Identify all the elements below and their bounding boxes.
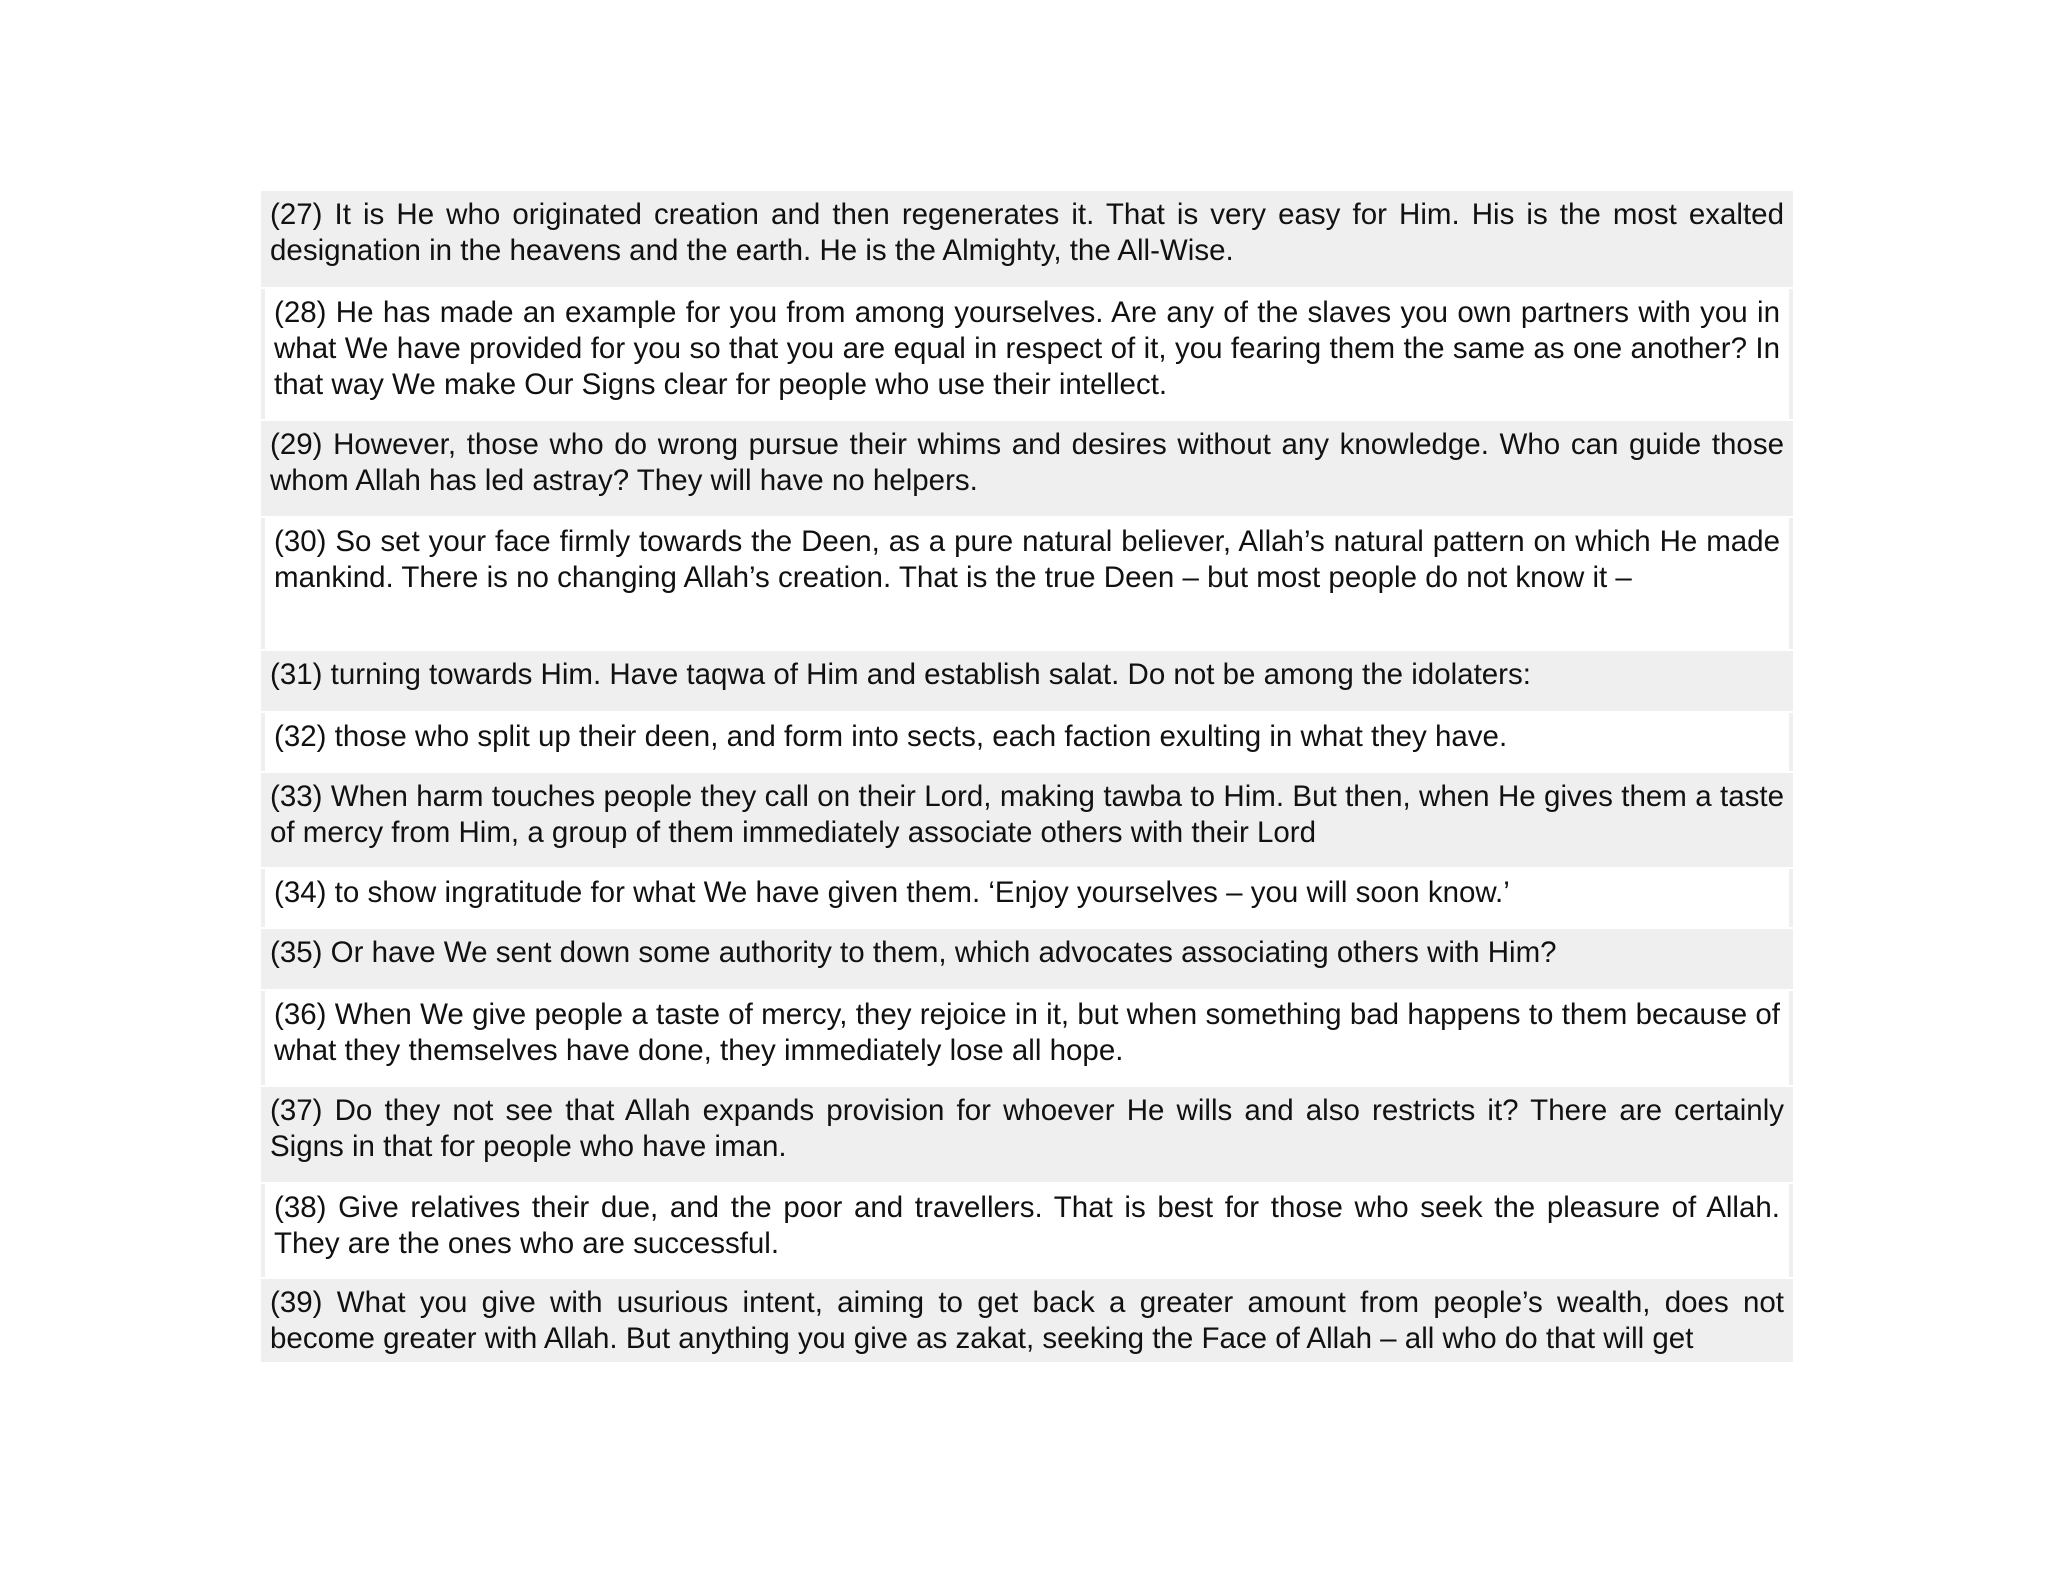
- verse-36: (36) When We give people a taste of mercy, they rejoice in it, but when something bad happens to them because of what they themselves have done, they immediately lose all hope.: [261, 991, 1793, 1085]
- verse-35: (35) Or have We sent down some authority to them, which advocates associating others with Him?: [261, 929, 1793, 989]
- verse-33: (33) When harm touches people they call on their Lord, making tawba to Him. But then, when He gives them a taste of mercy from Him, a group of them immediately associate others with their Lord: [261, 773, 1793, 867]
- verse-27: (27) It is He who originated creation and then regenerates it. That is very easy for Him. His is the most exalted designation in the heavens and the earth. He is the Almighty, the All-Wise.: [261, 191, 1793, 287]
- verse-29: (29) However, those who do wrong pursue their whims and desires without any knowledge. Who can guide those whom Allah has led astray? They will have no helpers.: [261, 421, 1793, 516]
- verse-31: (31) turning towards Him. Have taqwa of Him and establish salat. Do not be among the idolaters:: [261, 651, 1793, 711]
- verse-37: (37) Do they not see that Allah expands provision for whoever He wills and also restricts it? There are certainly Signs in that for people who have iman.: [261, 1087, 1793, 1182]
- verse-38: (38) Give relatives their due, and the poor and travellers. That is best for those who seek the pleasure of Allah. They are the ones who are successful.: [261, 1184, 1793, 1277]
- verse-32: (32) those who split up their deen, and form into sects, each faction exulting in what they have.: [261, 713, 1793, 771]
- verse-39: (39) What you give with usurious intent, aiming to get back a greater amount from people’s wealth, does not become greater with Allah. But anything you give as zakat, seeking the Face of Allah – all who do that will get: [261, 1279, 1793, 1362]
- verse-30: (30) So set your face firmly towards the Deen, as a pure natural believer, Allah’s natural pattern on which He made mankind. There is no changing Allah’s creation. That is the true Deen – but most people do not know it –: [261, 518, 1793, 649]
- verse-28: (28) He has made an example for you from among yourselves. Are any of the slaves you own partners with you in what We have provided for you so that you are equal in respect of it, you fearing them the same as one another? In that way We make Our Signs clear for people who use their intellect.: [261, 289, 1793, 419]
- verse-34: (34) to show ingratitude for what We have given them. ‘Enjoy yourselves – you will soon know.’: [261, 869, 1793, 927]
- verse-table: [261, 191, 1793, 1362]
